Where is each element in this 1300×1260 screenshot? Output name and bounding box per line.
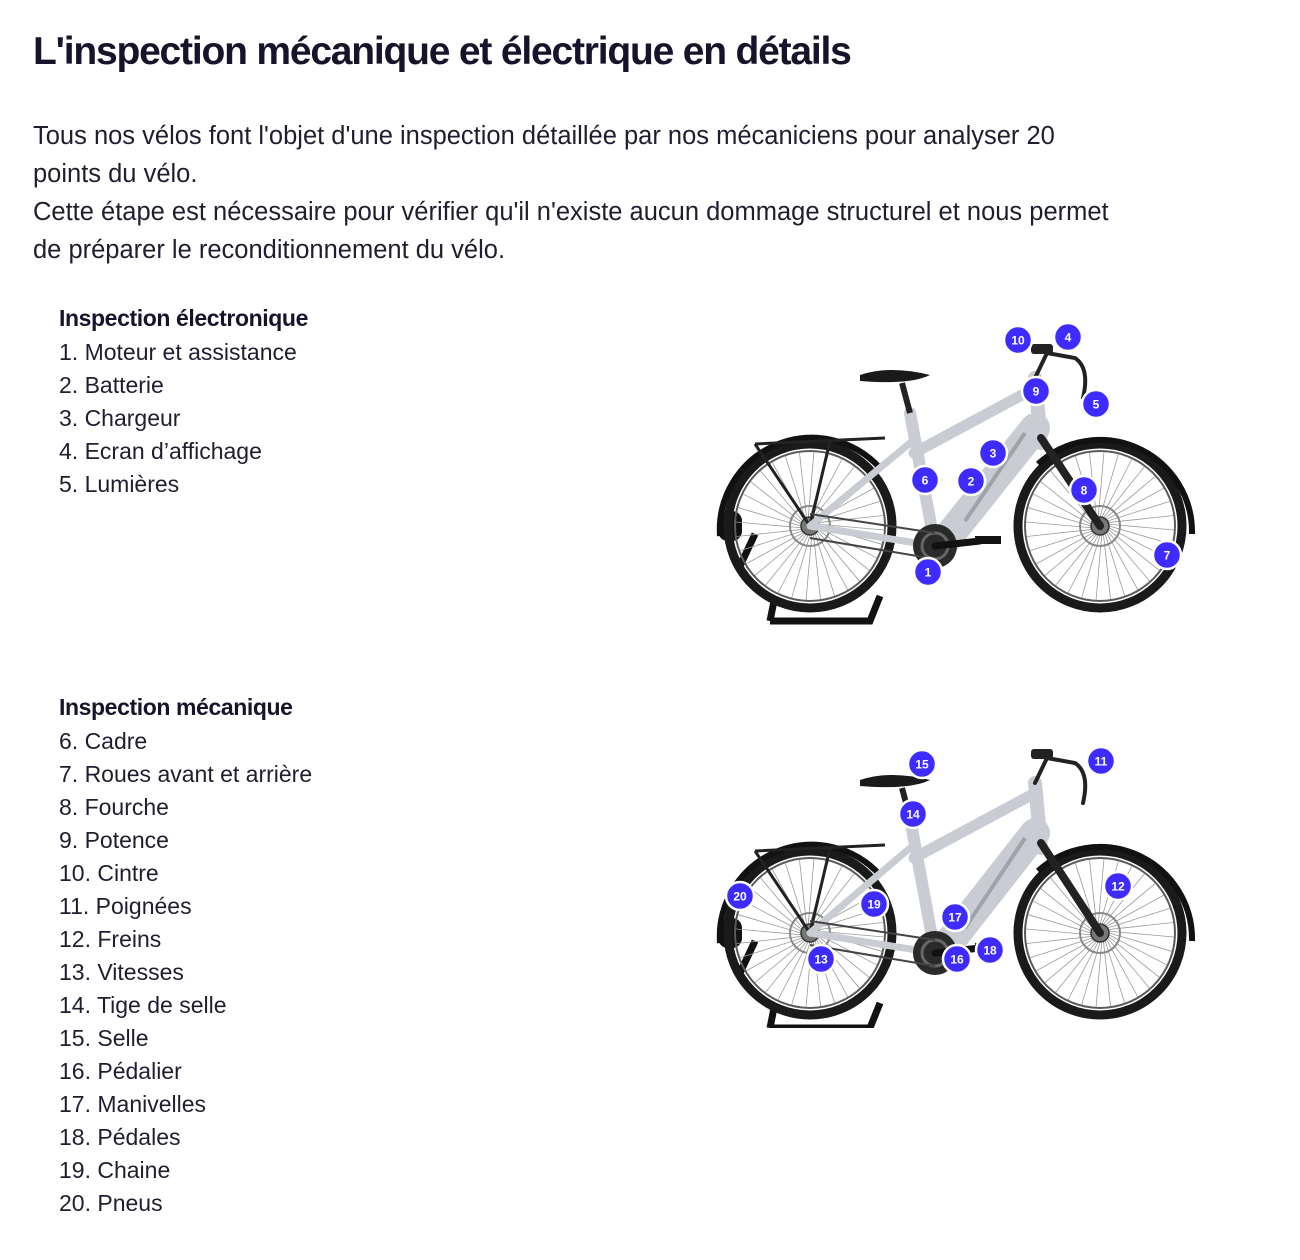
intro-line: Tous nos vélos font l'objet d'une inspection détaillée par nos mécaniciens pour analyser 20 <box>33 122 1055 150</box>
list-item: 18. Pédales <box>59 1124 181 1150</box>
inspection-list <box>59 336 308 501</box>
spoke <box>761 878 803 928</box>
marker-label: 1 <box>924 565 932 580</box>
mechanical-inspection-section <box>59 691 312 1220</box>
spoke <box>1030 938 1092 958</box>
list-item: 9. Potence <box>59 827 169 853</box>
spoke <box>1030 531 1092 551</box>
intro-line: points du vélo. <box>33 160 198 188</box>
list-item: 15. Selle <box>59 1025 149 1051</box>
list-item: 7. Roues avant et arrière <box>59 761 313 787</box>
spoke <box>761 471 803 521</box>
marker-label: 14 <box>906 807 920 822</box>
spoke <box>755 533 805 575</box>
head-tube <box>1035 783 1041 848</box>
marker-label: 5 <box>1092 397 1100 412</box>
section-heading: Inspection électronique <box>59 305 308 331</box>
marker-label: 17 <box>948 910 962 925</box>
marker-label: 12 <box>1111 879 1125 894</box>
inspection-marker <box>957 467 985 495</box>
marker-label: 19 <box>867 897 881 912</box>
marker-label: 13 <box>814 952 828 967</box>
marker-label: 3 <box>989 446 997 461</box>
intro-paragraph <box>33 117 1273 269</box>
inspection-marker <box>726 882 754 910</box>
spoke <box>1105 477 1155 519</box>
spoke <box>817 531 859 581</box>
marker-label: 6 <box>921 473 929 488</box>
spoke <box>755 940 805 982</box>
spoke <box>1105 533 1125 595</box>
spoke <box>1105 940 1125 1002</box>
list-item: 11. Poignées <box>59 893 192 919</box>
display <box>1031 749 1053 759</box>
list-item: 2. Batterie <box>59 372 164 398</box>
section-heading: Inspection mécanique <box>59 694 293 720</box>
electronic-inspection-section <box>59 302 308 501</box>
inspection-marker <box>1082 390 1110 418</box>
spoke <box>815 533 835 595</box>
list-item: 14. Tige de selle <box>59 992 227 1018</box>
inspection-marker <box>979 439 1007 467</box>
display <box>1031 344 1053 354</box>
list-item: 4. Ecran d’affichage <box>59 438 262 464</box>
marker-label: 16 <box>950 952 964 967</box>
list-item: 17. Manivelles <box>59 1091 207 1117</box>
page-title: L'inspection mécanique et électrique en détails <box>33 30 851 73</box>
spoke <box>1045 533 1095 575</box>
inspection-marker <box>943 945 971 973</box>
ebike-diagram-electronic <box>700 318 1200 638</box>
inspection-list <box>59 725 312 1220</box>
inspection-marker <box>908 750 936 778</box>
inspection-marker <box>1004 326 1032 354</box>
pedal <box>975 536 1001 544</box>
spoke <box>1107 531 1149 581</box>
inspection-marker <box>914 558 942 586</box>
inspection-marker <box>1153 541 1181 569</box>
list-item: 13. Vitesses <box>59 959 184 985</box>
ebike-diagram-mechanical <box>700 738 1200 1028</box>
inspection-marker <box>899 800 927 828</box>
crank-arm <box>935 541 980 546</box>
marker-label: 8 <box>1080 483 1088 498</box>
list-item: 8. Fourche <box>59 794 169 820</box>
saddle <box>860 370 930 382</box>
marker-label: 4 <box>1064 330 1072 345</box>
marker-label: 2 <box>967 474 975 489</box>
inspection-marker <box>1070 476 1098 504</box>
marker-label: 18 <box>983 943 997 958</box>
inspection-marker <box>976 936 1004 964</box>
seatpost <box>902 383 910 413</box>
intro-line: de préparer le reconditionnement du vélo. <box>33 236 506 264</box>
list-item: 20. Pneus <box>59 1190 163 1216</box>
inspection-marker <box>1022 377 1050 405</box>
spoke <box>1045 940 1095 982</box>
inspection-marker <box>807 945 835 973</box>
spoke <box>1107 938 1149 988</box>
list-item: 3. Chargeur <box>59 405 181 431</box>
list-item: 1. Moteur et assistance <box>59 339 297 365</box>
intro-line: Cette étape est nécessaire pour vérifier qu'il n'existe aucun dommage structurel et nous permet <box>33 198 1109 226</box>
marker-label: 11 <box>1094 754 1108 769</box>
inspection-marker <box>911 466 939 494</box>
marker-label: 9 <box>1032 384 1040 399</box>
marker-label: 20 <box>733 889 747 904</box>
spoke <box>785 863 805 925</box>
list-item: 5. Lumières <box>59 471 180 497</box>
inspection-marker <box>1054 323 1082 351</box>
inspection-marker <box>860 890 888 918</box>
inspection-marker <box>941 903 969 931</box>
inspection-marker <box>1104 872 1132 900</box>
marker-label: 10 <box>1011 333 1025 348</box>
marker-label: 15 <box>915 757 929 772</box>
list-item: 6. Cadre <box>59 728 148 754</box>
inspection-marker <box>1087 747 1115 775</box>
list-item: 12. Freins <box>59 926 162 952</box>
spoke <box>785 456 805 518</box>
list-item: 19. Chaine <box>59 1157 171 1183</box>
marker-label: 7 <box>1163 548 1171 563</box>
list-item: 16. Pédalier <box>59 1058 182 1084</box>
spoke <box>1107 501 1169 521</box>
list-item: 10. Cintre <box>59 860 159 886</box>
spoke <box>1107 908 1169 928</box>
